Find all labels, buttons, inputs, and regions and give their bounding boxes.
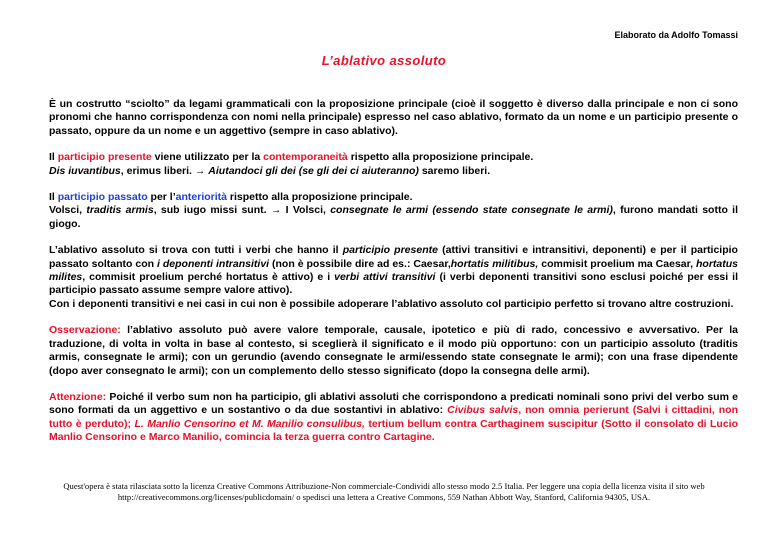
translation-italic: consegnate le armi (essendo state consegnate le armi) [330, 204, 613, 217]
latin-example: L. Manlio Censorino et M. Manilio consulibus, [134, 417, 365, 430]
text-span: L’ablativo assoluto si trova con tutti i verbi che hanno il [49, 244, 343, 257]
text-span: l’ablativo assoluto può avere valore temporale, causale, ipotetico e più di rado, concessivo e avversativo. Per la traduzione, di volta in volta in base al contesto, si sceglierà il significato e il modo più opportuno: con un participio assoluto (traditis armis, consegnate le armi); con un gerundio (avendo consegnate le armi/essendo state consegnate le armi); con una frase dipendente (dopo aver consegnato le armi); con un complemento dello stesso significato (dopo la consegna delle armi). [49, 324, 738, 377]
italic-term: hortatis militibus, [450, 257, 539, 270]
observation-label: Osservazione: [49, 324, 121, 337]
text-span: Il [49, 191, 58, 204]
text-span: commisit proelium ma Caesar, [538, 257, 696, 270]
term-anteriorita: anteriorità [175, 191, 227, 204]
usage-paragraph [49, 244, 738, 311]
italic-term: verbi attivi transitivi [334, 271, 436, 284]
text-span: Volsci, [49, 204, 87, 217]
observation-paragraph [49, 324, 738, 378]
license-line-2: http://creativecommons.org/licenses/publicdomain/ o spedisci una lettera a Creative Commons, 559 Nathan Abbott Way, Stanford, California 94305, USA. [117, 492, 651, 502]
red-text: , non omnia perierunt (Salvi i cittadini, non tutto è perduto); [49, 404, 738, 430]
term-participio-passato: participio passato [57, 191, 148, 204]
translation-italic: Aiutandoci gli dei (se gli dei ci aiuteranno) [208, 164, 419, 177]
text-span: , erimus liberi. → [120, 164, 209, 177]
red-text: tertium bellum contra Carthaginem suscipitur (Sotto il consolato di Lucio Manlio Censorino e Marco Manilio, comincia la terza guerra contro Cartagine. [49, 417, 739, 444]
text-span: rispetto alla proposizione principale. [227, 191, 413, 204]
text-span: (non è possibile dire ad es.: Caesar, [269, 257, 451, 270]
warning-paragraph [49, 391, 738, 445]
license-line-1: Quest'opera è stata rilasciata sotto la licenza Creative Commons Attribuzione-Non commerciale-Condividi allo stesso modo 2.5 Italia. Per leggere una copia della licenza visita il sito web [63, 481, 705, 491]
latin-example: Civibus salvis [447, 404, 519, 417]
text-span: Il [49, 151, 58, 164]
latin-example: Dis iuvantibus [49, 164, 121, 177]
text-span: saremo liberi. [418, 164, 491, 177]
term-participio-presente: participio presente [57, 151, 152, 164]
italic-term: i deponenti intransitivi [157, 257, 270, 270]
text-span: , commisit proelium perché hortatus è attivo) e i [82, 271, 335, 284]
page-title: L’ablativo assoluto [321, 53, 447, 68]
text-span: rispetto alla proposizione principale. [347, 151, 534, 164]
intro-paragraph: È un costrutto “sciolto” da legami grammaticali con la proposizione principale (cioè il soggetto è diverso dalla principale e non ci sono pronomi che hanno corrispondenza con nomi nella principale) espresso nel caso ablativo, formato da un nome e un participio presente o passato, oppure da un nome e un aggettivo (sempre in caso ablativo). [49, 98, 738, 137]
text-span: Poiché il verbo sum non ha participio, gli ablativi assoluti che corrispondono a predicati nominali sono privi del verbo sum e sono formati da un aggettivo e un sostantivo o da due sostantivi in ablativo: [49, 390, 738, 417]
text-span: Con i deponenti transitivi e nei casi in cui non è possibile adoperare l’ablativo assoluto col participio perfetto si trovano altre costruzioni. [49, 297, 734, 310]
text-span: (i verbi deponenti transitivi sono esclusi poiché per essi il participio passato assume sempre valore attivo). [49, 271, 738, 297]
text-span: , sub iugo missi sunt. → I Volsci, [153, 204, 331, 217]
italic-term: hortatus milites [49, 257, 738, 284]
text-span: per l’ [147, 191, 176, 204]
warning-label: Attenzione: [49, 390, 107, 403]
past-participle-paragraph [49, 191, 738, 231]
author-credit: Elaborato da Adolfo Tomassi [614, 30, 738, 40]
text-span: viene utilizzato per la [151, 151, 264, 164]
text-span: (attivi transitivi e intransitivi, deponenti) e per il participio passato soltanto con [49, 244, 738, 270]
present-participle-paragraph [49, 151, 738, 178]
term-contemporaneita: contemporaneità [263, 151, 348, 164]
text-span: , furono mandati sotto il giogo. [49, 204, 738, 230]
document-body [49, 98, 738, 445]
license-footer [40, 481, 728, 503]
latin-example: traditis armis [86, 204, 154, 217]
italic-term: participio presente [342, 244, 438, 257]
